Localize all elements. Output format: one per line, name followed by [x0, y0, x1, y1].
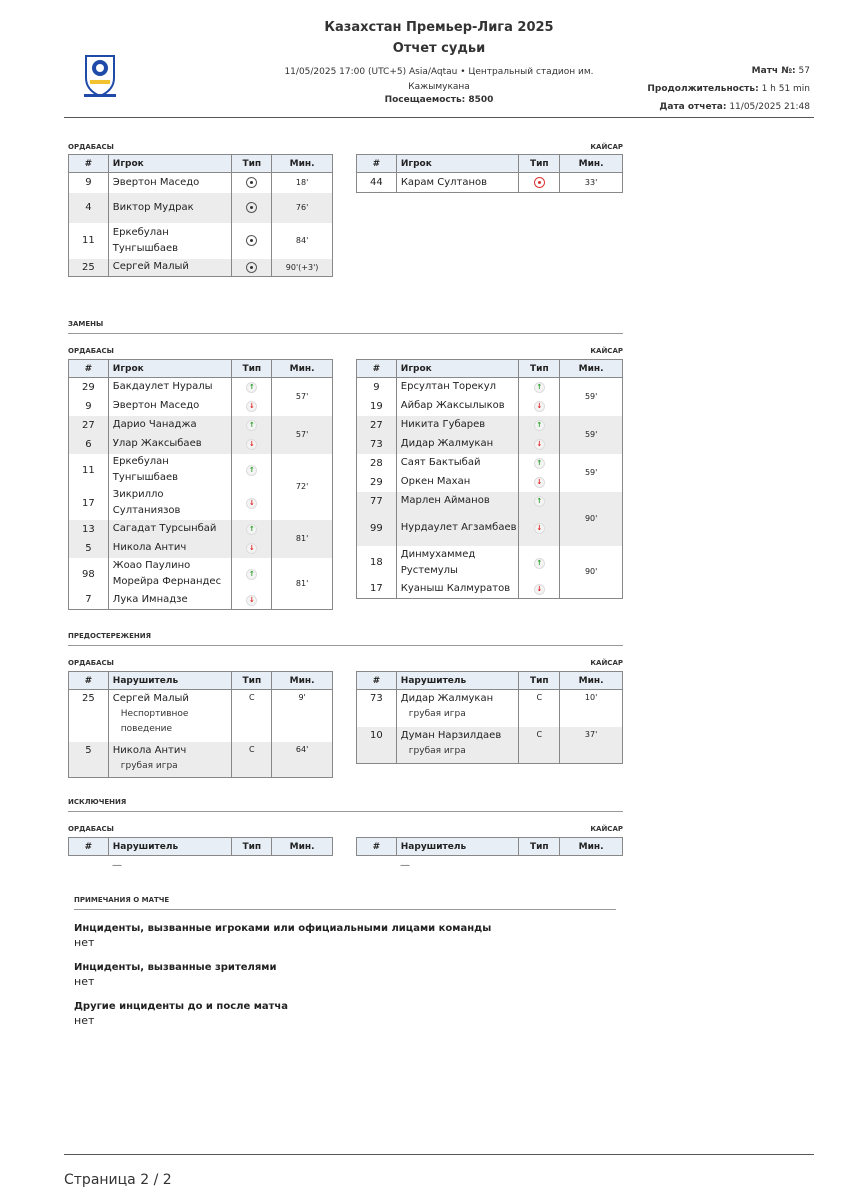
sub-out-icon: ↓	[246, 401, 257, 412]
league-logo-icon	[80, 52, 120, 98]
table-row: 9 Ерсултан Торекул ↑ 59'	[357, 378, 623, 397]
table-row: 10 Думан Нарзилдаев грубая игра C 37'	[357, 727, 623, 764]
sub-in-icon: ↑	[534, 420, 545, 431]
own-goal-icon	[534, 177, 545, 188]
table-row: 17 Зикрилло Султаниязов ↓	[69, 487, 333, 520]
penalty-ball-icon	[246, 202, 257, 213]
sub-in-icon: ↑	[246, 420, 257, 431]
col-num: #	[357, 672, 397, 690]
col-type: Тип	[232, 155, 272, 173]
expulsions-home-team-label: ОРДАБАСЫ	[68, 825, 114, 833]
table-row: 13 Сагадат Турсынбай ↑ 81'	[69, 520, 333, 539]
col-num: #	[69, 155, 109, 173]
col-num: #	[69, 360, 109, 378]
col-offender: Нарушитель	[396, 838, 519, 856]
table-row: 73 Дидар Жалмукан ↓	[357, 435, 623, 454]
report-title: Отчет судьи	[392, 41, 486, 56]
expulsions-home-table	[68, 837, 333, 856]
cautions-title: ПРЕДОСТЕРЕЖЕНИЯ	[68, 632, 623, 646]
table-row: 5 Никола Антич ↓	[69, 539, 333, 558]
col-player: Игрок	[396, 360, 519, 378]
match-notes	[74, 896, 616, 1027]
col-min: Мин.	[272, 360, 333, 378]
table-row: 6 Улар Жаксыбаев ↓	[69, 435, 333, 454]
substitutions-title: ЗАМЕНЫ	[68, 320, 623, 334]
sub-out-icon: ↓	[246, 595, 257, 606]
col-offender: Нарушитель	[396, 672, 519, 690]
goals-home-table	[68, 154, 333, 277]
sub-in-icon: ↑	[246, 465, 257, 476]
sub-out-icon: ↓	[246, 439, 257, 450]
sub-out-icon: ↓	[534, 584, 545, 595]
table-row: 25 Сергей Малый 90'(+3')	[69, 259, 333, 277]
table-row: 9 Эвертон Маседо ↓	[69, 397, 333, 416]
report-date-value: 11/05/2025 21:48	[729, 102, 810, 112]
sub-in-icon: ↑	[246, 382, 257, 393]
col-min: Мин.	[560, 155, 623, 173]
sub-in-icon: ↑	[534, 382, 545, 393]
table-row: 18 Динмухаммед Рустемулы ↑ 90'	[357, 546, 623, 580]
table-row: 29 Бакдаулет Нуралы ↑ 57'	[69, 378, 333, 397]
table-row: 99 Нурдаулет Агзамбаев ↓	[357, 511, 623, 546]
expulsions-away-empty: —	[400, 860, 410, 871]
sub-out-icon: ↓	[246, 498, 257, 509]
table-row: 4 Виктор Мудрак 76'	[69, 193, 333, 223]
col-type: Тип	[519, 360, 560, 378]
match-info	[647, 62, 810, 116]
goals-away-table	[356, 154, 623, 193]
note-question: Инциденты, вызванные игроками или официальными лицами команды	[74, 923, 492, 934]
sub-in-icon: ↑	[534, 558, 545, 569]
page-number: Страница 2 / 2	[64, 1172, 172, 1188]
sub-out-icon: ↓	[534, 477, 545, 488]
table-row: 27 Дарио Чанаджа ↑ 57'	[69, 416, 333, 435]
sub-in-icon: ↑	[534, 496, 545, 507]
table-row: 73 Дидар Жалмукан грубая игра C 10'	[357, 690, 623, 727]
table-row: 77 Марлен Айманов ↑ 90'	[357, 492, 623, 511]
cautions-away-team-label: КАЙСАР	[590, 659, 623, 667]
col-type: Тип	[232, 838, 272, 856]
duration-label: Продолжительность:	[647, 84, 759, 94]
table-row: 17 Куаныш Калмуратов ↓	[357, 580, 623, 599]
note-answer: нет	[74, 975, 95, 988]
col-min: Мин.	[560, 360, 623, 378]
col-num: #	[357, 838, 397, 856]
cautions-home-team-label: ОРДАБАСЫ	[68, 659, 114, 667]
col-player: Игрок	[396, 155, 519, 173]
col-type: Тип	[232, 360, 272, 378]
match-datetime-venue: 11/05/2025 17:00 (UTC+5) Asia/Aqtau • Центральный стадион им. Кажымукана	[284, 67, 594, 92]
table-row: 44 Карам Султанов 33'	[357, 173, 623, 193]
col-num: #	[69, 838, 109, 856]
sub-in-icon: ↑	[246, 569, 257, 580]
col-type: Тип	[519, 155, 560, 173]
col-type: Тип	[519, 838, 560, 856]
note-question: Другие инциденты до и после матча	[74, 1001, 289, 1012]
table-row: 5 Никола Антич грубая игра C 64'	[69, 742, 333, 778]
sub-in-icon: ↑	[246, 524, 257, 535]
table-row: 7 Лука Имнадзе ↓	[69, 591, 333, 610]
subs-home-table	[68, 359, 333, 610]
note-question: Инциденты, вызванные зрителями	[74, 962, 277, 973]
subs-away-team-label: КАЙСАР	[590, 347, 623, 355]
table-row: 29 Оркен Махан ↓	[357, 473, 623, 492]
notes-title: ПРИМЕЧАНИЯ О МАТЧЕ	[74, 896, 616, 910]
subs-home-team-label: ОРДАБАСЫ	[68, 347, 114, 355]
table-row: 98 Жоао Паулино Морейра Фернандес ↑ 81'	[69, 558, 333, 591]
cautions-home-table	[68, 671, 333, 778]
col-offender: Нарушитель	[108, 838, 232, 856]
cautions-away-table	[356, 671, 623, 764]
goals-home-team-label: ОРДАБАСЫ	[68, 143, 114, 151]
ball-icon	[246, 262, 257, 273]
league-title: Казахстан Премьер-Лига 2025	[324, 20, 554, 35]
note-answer: нет	[74, 936, 95, 949]
match-number-label: Матч №:	[751, 66, 796, 76]
table-row: 27 Никита Губарев ↑ 59'	[357, 416, 623, 435]
col-num: #	[69, 672, 109, 690]
goals-away-team-label: КАЙСАР	[590, 143, 623, 151]
sub-in-icon: ↑	[534, 458, 545, 469]
col-type: Тип	[519, 672, 560, 690]
col-num: #	[357, 155, 397, 173]
expulsions-away-table	[356, 837, 623, 856]
table-row: 11 Еркебулан Тунгышбаев ↑ 72'	[69, 454, 333, 487]
table-row: 25 Сергей Малый Неспортивное поведение C 9'	[69, 690, 333, 742]
col-min: Мин.	[272, 155, 333, 173]
ball-icon	[246, 235, 257, 246]
table-row: 28 Саят Бактыбай ↑ 59'	[357, 454, 623, 473]
footer-divider	[64, 1154, 814, 1155]
col-min: Мин.	[560, 838, 623, 856]
expulsions-away-team-label: КАЙСАР	[590, 825, 623, 833]
duration-value: 1 h 51 min	[761, 84, 810, 94]
sub-out-icon: ↓	[534, 523, 545, 534]
note-answer: нет	[74, 1014, 95, 1027]
attendance: Посещаемость: 8500	[384, 95, 494, 105]
match-number-value: 57	[798, 66, 810, 76]
table-row: 9 Эвертон Маседо 18'	[69, 173, 333, 193]
expulsions-home-empty: —	[112, 860, 122, 871]
table-row: 11 Еркебулан Тунгышбаев 84'	[69, 223, 333, 259]
col-player: Игрок	[108, 360, 232, 378]
col-player: Игрок	[108, 155, 232, 173]
sub-out-icon: ↓	[246, 543, 257, 554]
col-num: #	[357, 360, 397, 378]
report-header	[64, 0, 814, 118]
subs-away-table	[356, 359, 623, 599]
col-min: Мин.	[560, 672, 623, 690]
sub-out-icon: ↓	[534, 401, 545, 412]
col-min: Мин.	[272, 838, 333, 856]
expulsions-title: ИСКЛЮЧЕНИЯ	[68, 798, 623, 812]
col-min: Мин.	[272, 672, 333, 690]
ball-icon	[246, 177, 257, 188]
sub-out-icon: ↓	[534, 439, 545, 450]
table-row: 19 Айбар Жаксылыков ↓	[357, 397, 623, 416]
report-date-label: Дата отчета:	[659, 102, 727, 112]
col-offender: Нарушитель	[108, 672, 232, 690]
col-type: Тип	[232, 672, 272, 690]
